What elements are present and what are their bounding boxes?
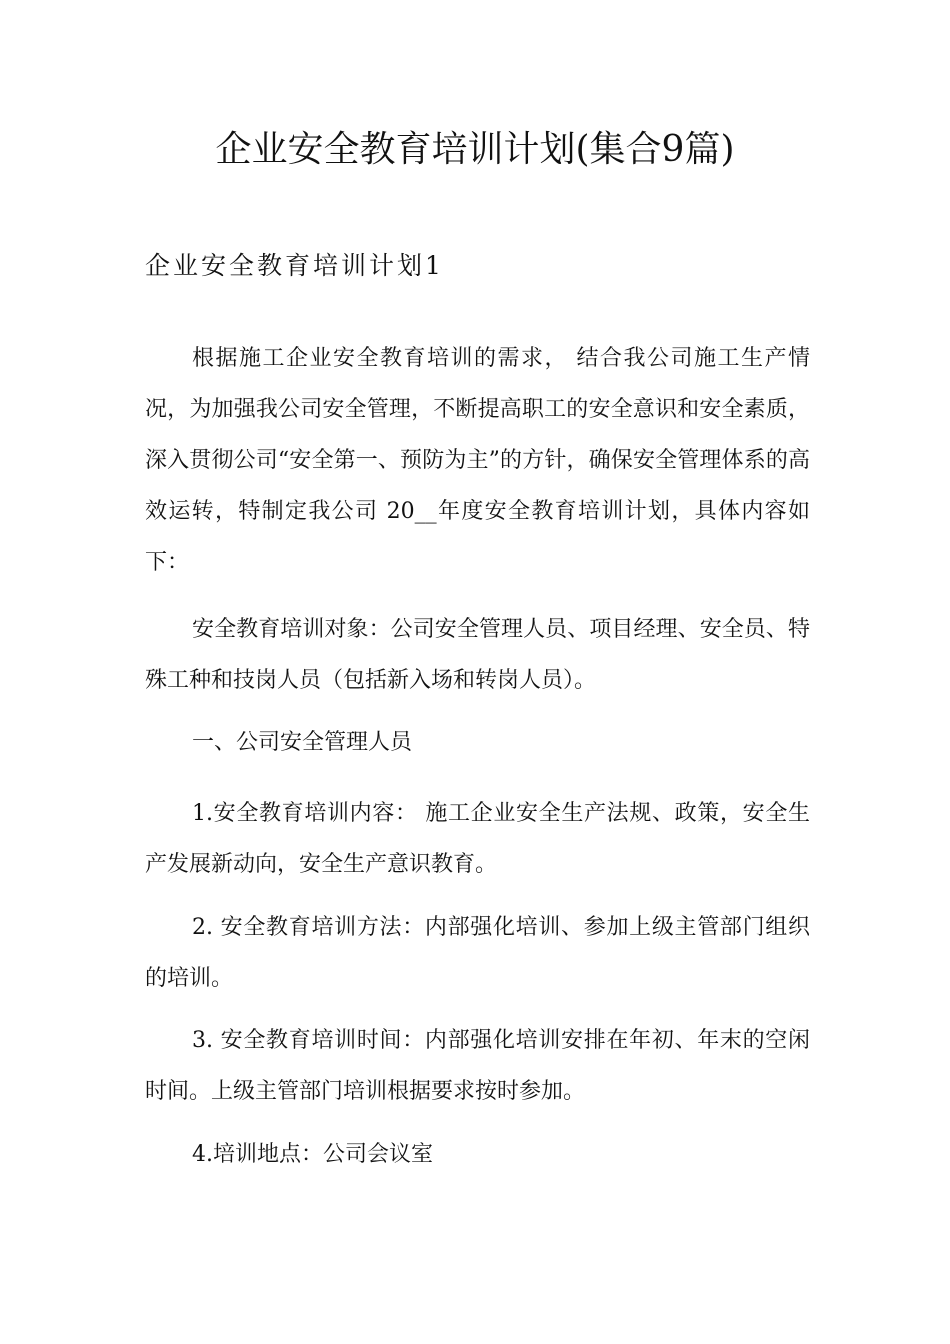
subheading-safety-managers: 一、公司安全管理人员 bbox=[192, 730, 413, 755]
paragraph-intro: 根据施工企业安全教育培训的需求， 结合我公司施工生产情况，为加强我公司安全管理，不断提高职工的安全意识和安全素质，深入贯彻公司“安全第一、预防为主”的方针，确保安全管理体系的高效运转，特制定我公司 20__年度安全教育培训计划，具体内容如下： bbox=[145, 346, 810, 575]
paragraph-item-1: 1.安全教育培训内容： 施工企业安全生产法规、政策，安全生产发展新动向，安全生产意识教育。 bbox=[145, 801, 810, 877]
section-heading: 企业安全教育培训计划1 bbox=[145, 251, 444, 280]
paragraph-training-targets: 安全教育培训对象：公司安全管理人员、项目经理、安全员、特殊工种和技岗人员（包括新入场和转岗人员）。 bbox=[145, 617, 810, 693]
document-title: 企业安全教育培训计划(集合9篇) bbox=[215, 129, 735, 170]
paragraph-item-3: 3. 安全教育培训时间：内部强化培训安排在年初、年末的空闲时间。上级主管部门培训根据要求按时参加。 bbox=[145, 1028, 810, 1104]
paragraph-item-2: 2. 安全教育培训方法：内部强化培训、参加上级主管部门组织的培训。 bbox=[145, 915, 810, 991]
paragraph-item-4: 4.培训地点：公司会议室 bbox=[192, 1142, 433, 1167]
